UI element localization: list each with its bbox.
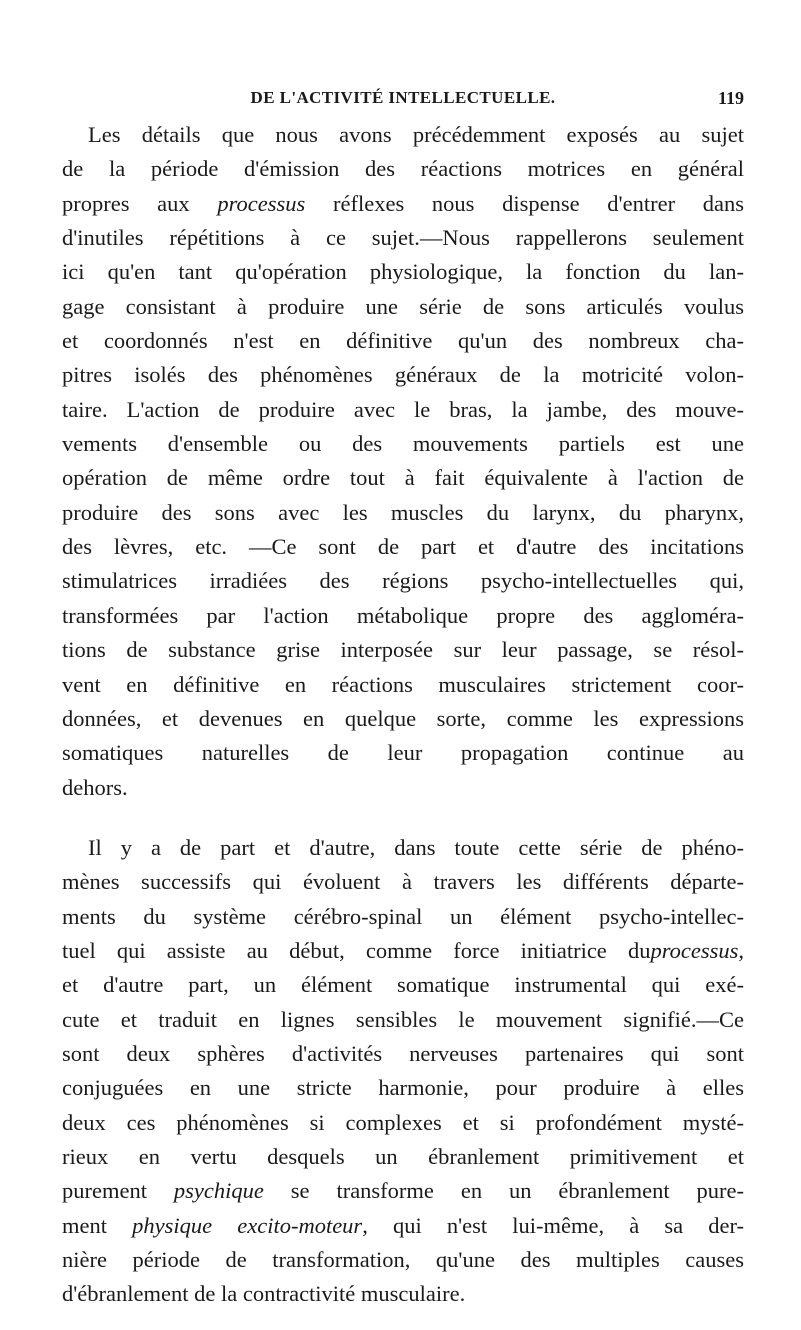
italic-term: processus — [217, 190, 306, 216]
body-text — [62, 118, 744, 1312]
text-line: somatiques naturelles de leur propagation continue au — [62, 740, 744, 766]
text-line: Les détails que nous avons précédemment exposés au sujet — [88, 122, 744, 147]
text-line: vements d'ensemble ou des mouvements partiels est une — [62, 431, 744, 457]
text-line: dehors. — [62, 774, 128, 800]
text-line: taire. L'action de produire avec le bras, la jambe, des mouve- — [62, 396, 744, 422]
italic-term: processus — [650, 937, 739, 963]
text-line: Il y a de part et d'autre, dans toute cette série de phéno- — [88, 834, 744, 860]
text-line: ment physique excito-moteur, qui n'est lui-même, à sa der- — [62, 1212, 744, 1238]
text-line: et coordonnés n'est en définitive qu'un des nombreux cha- — [62, 328, 744, 354]
text-line: vent en définitive en réactions musculaires strictement coor- — [62, 671, 744, 697]
text-line: d'ébranlement de la contractivité musculaire. — [62, 1281, 466, 1307]
text-line: conjuguées en une stricte harmonie, pour produire à elles — [62, 1075, 744, 1101]
text-line: nière période de transformation, qu'une des multiples causes — [62, 1247, 744, 1272]
italic-term: psychique — [173, 1178, 264, 1204]
text-line: mènes successifs qui évoluent à travers les différents départe- — [62, 869, 744, 895]
text-line: stimulatrices irradiées des régions psycho-intellectuelles qui, — [62, 568, 744, 594]
text-line: deux ces phénomènes si complexes et si profondément mysté- — [62, 1109, 744, 1135]
text-line: ments du système cérébro-spinal un élément psycho-intellec- — [62, 903, 744, 929]
text-line: opération de même ordre tout à fait équivalente à l'action de — [62, 465, 744, 491]
paragraph-gap — [62, 805, 744, 831]
text-line: et d'autre part, un élément somatique instrumental qui exé- — [62, 972, 744, 998]
text-line: propres aux processus réflexes nous dispense d'entrer dans — [62, 190, 745, 216]
text-line: tions de substance grise interposée sur leur passage, se résol- — [62, 637, 744, 663]
text-line: purement psychique se transforme en un ébranlement pure- — [62, 1178, 744, 1204]
italic-term: physique excito-moteur — [132, 1212, 363, 1238]
text-line: gage consistant à produire une série de sons articulés voulus — [62, 293, 744, 319]
text-line: de la période d'émission des réactions motrices en général — [62, 156, 744, 182]
running-head — [62, 86, 744, 110]
text-line: d'inutiles répétitions à ce sujet.—Nous rappellerons seulement — [62, 225, 744, 251]
page-number: 119 — [717, 88, 744, 108]
text-line: pitres isolés des phénomènes généraux de la motricité volon- — [62, 362, 744, 388]
text-line: sont deux sphères d'activités nerveuses partenaires qui sont — [62, 1040, 744, 1066]
text-line: tuel qui assiste au début, comme force initiatrice duprocessus, — [62, 937, 744, 963]
text-line: cute et traduit en lignes sensibles le mouvement signifié.—Ce — [62, 1006, 744, 1032]
text-line: ici qu'en tant qu'opération physiologique, la fonction du lan- — [62, 259, 744, 285]
text-line: rieux en vertu desquels un ébranlement primitivement et — [62, 1143, 744, 1169]
text-line: données, et devenues en quelque sorte, comme les expressions — [62, 705, 744, 731]
text-line: des lèvres, etc. —Ce sont de part et d'autre des incitations — [62, 534, 744, 560]
running-title: DE L'ACTIVITÉ INTELLECTUELLE. — [250, 88, 556, 107]
text-line: transformées par l'action métabolique propre des aggloméra- — [62, 602, 744, 628]
text-line: produire des sons avec les muscles du larynx, du pharynx, — [62, 499, 744, 525]
